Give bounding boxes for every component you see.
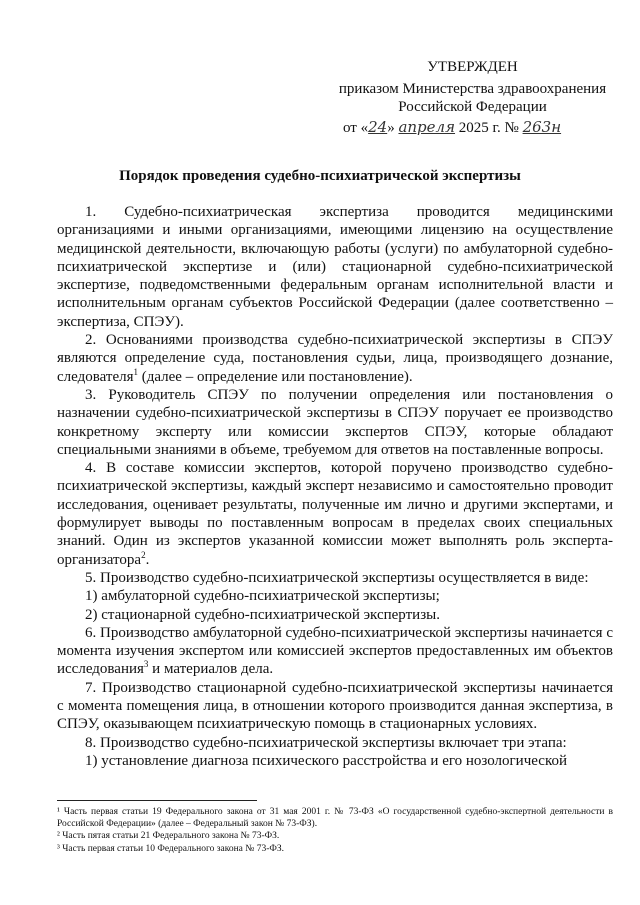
- date-mid: »: [387, 120, 399, 136]
- federation-line: Российской Федерации: [398, 99, 547, 115]
- paragraph-8: 8. Производство судебно-психиатрической экспертизы включает три этапа:: [85, 734, 567, 751]
- paragraph-2-tail: (далее – определение или постановление).: [138, 368, 413, 385]
- footnote-ref-3: 3: [143, 659, 149, 670]
- paragraph-8-item-1: 1) установление диагноза психического расстройства и его нозологической: [85, 752, 567, 769]
- order-line: приказом Министерства здравоохранения: [338, 81, 607, 97]
- paragraph-7: 7. Производство стационарной судебно-психиатрической экспертизы начинается с момента помещения лица, в отношении которого производится данная экспертиза, в СПЭУ, оказывающем психиатрическую помощь в стационарных условиях.: [57, 679, 613, 733]
- date-prefix: от «: [343, 120, 369, 136]
- paragraph-6-tail: и материалов дела.: [148, 661, 274, 678]
- paragraph-4: [57, 459, 613, 569]
- footnote-3: ³ Часть первая статьи 10 Федерального закона № 73-ФЗ.: [57, 844, 284, 854]
- date-number: 263н: [522, 118, 562, 136]
- paragraph-3: 3. Руководитель СПЭУ по получении определения или постановления о назначении судебно-психиатрической экспертизы в СПЭУ поручает ее производство конкретному эксперту или комиссии экспертов СПЭУ, которые обладают специальными знаниями в объеме, требуемом для ответов на поставленные вопросы.: [57, 386, 613, 458]
- footnote-ref-2: 2: [141, 549, 146, 560]
- approved-heading: УТВЕРЖДЕН: [427, 59, 518, 75]
- paragraph-5-item-2: 2) стационарной судебно-психиатрической экспертизы.: [85, 606, 440, 623]
- paragraph-4-tail: .: [145, 551, 150, 568]
- document-body: [57, 203, 613, 770]
- date-day: 24: [368, 118, 388, 136]
- order-date-line: [343, 118, 640, 137]
- footnote-divider: [57, 800, 257, 801]
- date-month: апреля: [398, 118, 456, 136]
- footnote-1: ¹ Часть первая статьи 19 Федерального закона от 31 мая 2001 г. № 73-ФЗ «О государственной судебно-экспертной деятельности в Российской Федерации» (далее – Федеральный закон № 73-ФЗ).: [57, 807, 613, 829]
- footnote-2: ² Часть пятая статьи 21 Федерального закона № 73-ФЗ.: [57, 831, 280, 841]
- paragraph-5-item-1: 1) амбулаторной судебно-психиатрической экспертизы;: [85, 588, 440, 605]
- paragraph-5: 5. Производство судебно-психиатрической экспертизы осуществляется в виде:: [85, 569, 589, 586]
- paragraph-2-text: 2. Основаниями производства судебно-психиатрической экспертизы в СПЭУ являются определение суда, постановления судьи, лица, производящего дознание, следователя: [57, 332, 613, 385]
- paragraph-6: [57, 624, 613, 679]
- date-year: 2025 г. №: [455, 120, 523, 136]
- paragraph-6-text: 6. Производство амбулаторной судебно-психиатрической экспертизы начинается с момента изучения экспертом или комиссией экспертов предоставленных им объектов исследования: [57, 624, 613, 678]
- paragraph-4-text: 4. В составе комиссии экспертов, которой поручено производство судебно-психиатрической экспертизы, каждый эксперт независимо и самостоятельно проводит исследования, оценивает результаты, полученные им лично и другими экспертами, и формулирует выводы по поставленным вопросам в пределах своих специальных знаний. Один из экспертов указанной комиссии может выполнять роль эксперта-организатора: [57, 460, 613, 568]
- footnote-ref-1: 1: [133, 366, 138, 377]
- document-title: Порядок проведения судебно-психиатрической экспертизы: [119, 168, 521, 184]
- paragraph-2: [57, 331, 613, 386]
- paragraph-1: 1. Судебно-психиатрическая экспертиза проводится медицинскими организациями и иными организациями, имеющими лицензию на осуществление медицинской деятельности, включающую работы (услуги) по амбулаторной судебно-психиатрической экспертизе и (или) стационарной судебно-психиатрической экспертизе, подведомственными федеральным органам исполнительной власти и исполнительным органам субъектов Российской Федерации (далее соответственно – экспертиза, СПЭУ).: [57, 204, 613, 330]
